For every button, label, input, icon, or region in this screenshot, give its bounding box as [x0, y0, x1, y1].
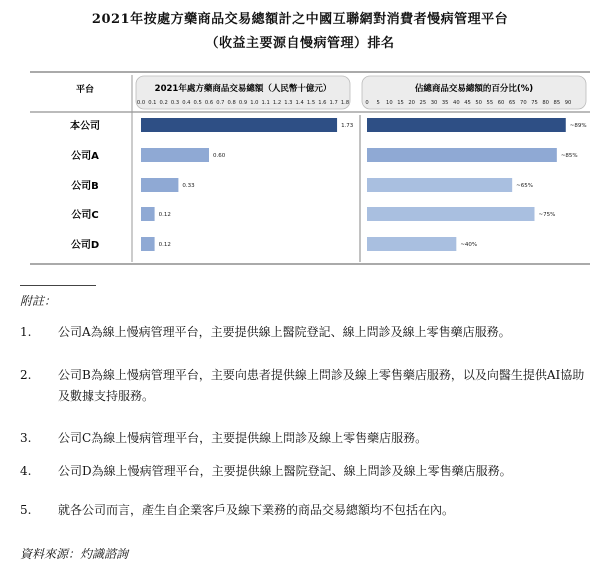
axis-tick-label: 0.3 [170, 100, 180, 106]
axis-tick-label: 55 [486, 100, 494, 106]
data-label: 0.60 [213, 153, 226, 159]
data-label: ~85% [560, 153, 578, 159]
bar [141, 178, 178, 192]
axis-tick-label: 1.3 [284, 100, 293, 106]
axis-tick-label: 1.6 [318, 100, 327, 106]
axis-tick-label: 0.4 [182, 100, 191, 106]
axis-tick-label: 30 [430, 100, 438, 106]
notes-divider [20, 285, 96, 286]
axis-tick-label: 0 [365, 100, 369, 106]
note-number: 1. [20, 325, 32, 339]
axis-tick-label: 0.1 [148, 100, 157, 106]
bar [367, 207, 535, 221]
note-text: 公司C為線上慢病管理平台，主要提供線上問診及線上零售藥店服務。 [58, 431, 428, 445]
data-label: ~40% [460, 242, 478, 248]
note-number: 5. [20, 503, 32, 517]
data-label: 0.12 [158, 212, 171, 218]
notes-label: 附註： [20, 294, 57, 308]
note-number: 2. [20, 368, 32, 382]
axis-tick-label: 10 [386, 100, 393, 106]
axis-tick-label: 0.5 [193, 100, 202, 106]
axis-tick-label: 25 [419, 100, 427, 106]
axis-tick-label: 70 [520, 100, 527, 106]
axis-tick-label: 40 [453, 100, 460, 106]
bar [141, 207, 155, 221]
note-text: 公司B為線上慢病管理平台，主要向患者提供線上問診及線上零售藥店服務，以及向醫生提供AI協助及數據支持服務。 [58, 368, 585, 403]
axis-tick-label: 0.2 [159, 100, 168, 106]
data-label: ~65% [516, 183, 534, 189]
chart-title-line1: 2021年按處方藥商品交易總額計之中國互聯網對消費者慢病管理平台 [91, 12, 509, 27]
axis-tick-label: 1.5 [306, 100, 316, 106]
axis-tick-label: 1.8 [340, 100, 350, 106]
note-text: 公司A為線上慢病管理平台，主要提供線上醫院登記、線上問診及線上零售藥店服務。 [58, 325, 511, 339]
axis-tick-label: 0.0 [136, 100, 146, 106]
source-note: 資料來源：灼識諮詢 [20, 547, 129, 561]
axis-tick-label: 35 [441, 100, 449, 106]
axis-tick-label: 1.7 [329, 100, 338, 106]
panel-title: 2021年處方藥商品交易總額（人民幣十億元） [154, 84, 332, 94]
bar [367, 148, 557, 162]
note-number: 4. [20, 464, 32, 478]
bar [367, 178, 512, 192]
row-header: 平台 [75, 85, 95, 95]
axis-tick-label: 15 [397, 100, 404, 106]
category-label: 公司B [71, 181, 99, 192]
axis-tick-label: 20 [408, 100, 415, 106]
ranking-chart [0, 0, 600, 270]
axis-tick-label: 85 [553, 100, 561, 106]
data-label: 0.33 [182, 183, 195, 189]
bar [141, 237, 155, 251]
category-label: 公司D [70, 240, 100, 251]
axis-tick-label: 50 [475, 100, 482, 106]
axis-tick-label: 1.1 [261, 100, 270, 106]
axis-tick-label: 0.7 [216, 100, 225, 106]
axis-tick-label: 0.9 [238, 100, 248, 106]
axis-tick-label: 80 [542, 100, 549, 106]
axis-tick-label: 1.0 [250, 100, 259, 106]
axis-tick-label: 0.8 [227, 100, 236, 106]
note-text: 就各公司而言，產生自企業客戶及線下業務的商品交易總額均不包括在內。 [58, 503, 455, 517]
axis-tick-label: 60 [497, 100, 505, 106]
axis-tick-label: 65 [508, 100, 516, 106]
axis-tick-label: 0.6 [204, 100, 214, 106]
axis-tick-label: 1.2 [272, 100, 282, 106]
note-text: 公司D為線上慢病管理平台，主要提供線上醫院登記、線上問診及線上零售藥店服務。 [58, 464, 512, 478]
category-label: 公司C [71, 210, 99, 221]
bar [141, 148, 209, 162]
chart-title-line2: （收益主要源自慢病管理）排名 [205, 36, 395, 51]
data-label: ~89% [569, 123, 587, 129]
data-label: 1.73 [341, 123, 354, 129]
axis-tick-label: 45 [464, 100, 471, 106]
panel-title: 佔總商品交易總額的百分比(%) [414, 84, 534, 94]
category-label: 本公司 [70, 121, 100, 132]
data-label: ~75% [538, 212, 556, 218]
axis-tick-label: 90 [564, 100, 572, 106]
axis-tick-label: 1.4 [295, 100, 304, 106]
note-number: 3. [20, 431, 32, 445]
bar [141, 118, 337, 132]
bar [367, 118, 566, 132]
axis-tick-label: 5 [376, 100, 380, 106]
axis-tick-label: 75 [531, 100, 538, 106]
data-label: 0.12 [158, 242, 171, 248]
bar [367, 237, 456, 251]
category-label: 公司A [71, 151, 99, 162]
